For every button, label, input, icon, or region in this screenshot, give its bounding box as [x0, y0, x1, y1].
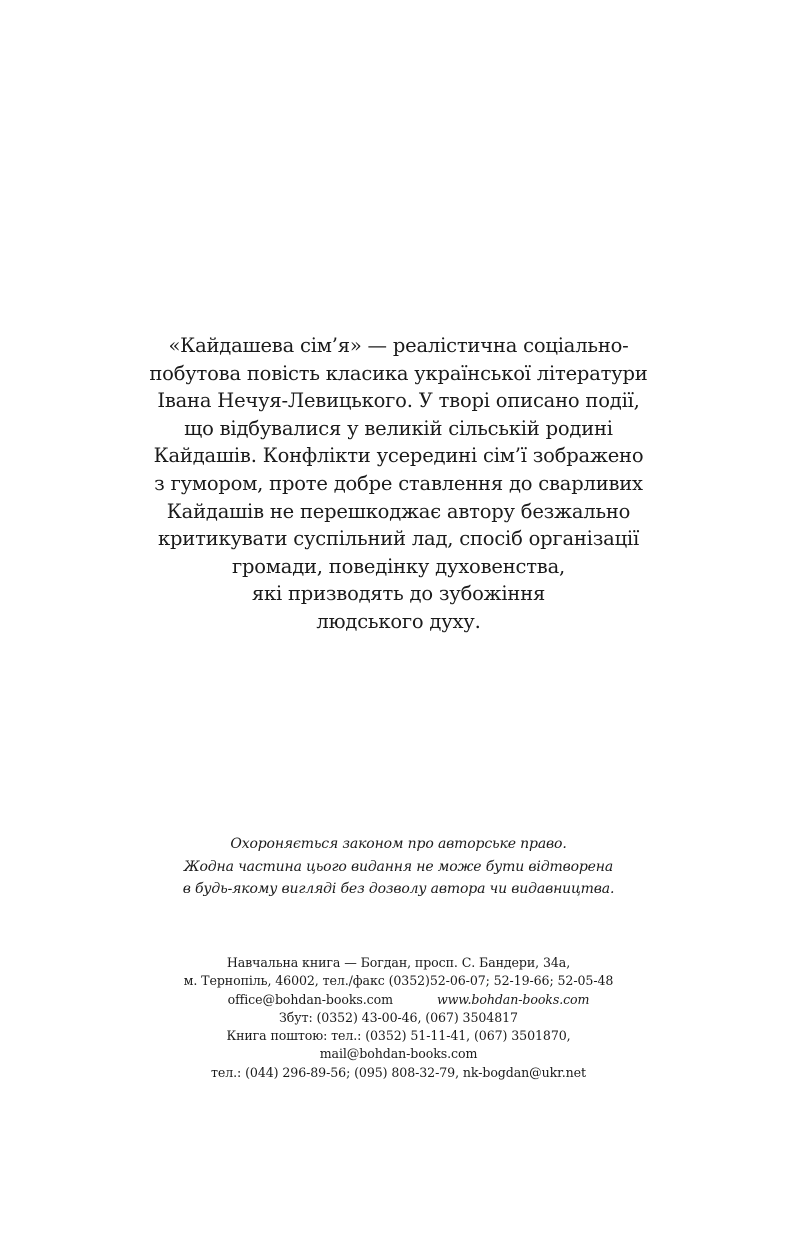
- publisher-website: www.bohdan-books.com: [436, 991, 590, 1007]
- mail-order-email: mail@bohdan-books.com: [319, 1046, 478, 1062]
- annotation-line: «Кайдашева сім’я» — реалістична соціально-: [168, 334, 629, 357]
- publisher-contacts: [0, 991, 797, 1009]
- annotation-line: Кайдашів не перешкоджає автору безжально: [166, 499, 631, 523]
- annotation-line: людського духу.: [316, 609, 481, 633]
- copyright-line: в будь-якому вигляді без дозволу автора чи видавництва.: [182, 881, 615, 897]
- book-annotation: [0, 332, 797, 636]
- annotation-line: які призводять до зубожіння: [251, 582, 546, 606]
- annotation-line: побутова повість класика української літератури: [149, 361, 648, 385]
- publisher-city-phones: м. Тернопіль, 46002, тел./факс (0352)52-06-07; 52-19-66; 52-05-48: [183, 973, 614, 989]
- copyright-notice: [0, 833, 797, 901]
- mail-order-phones: Книга поштою: тел.: (0352) 51-11-41, (067) 3501870,: [226, 1028, 571, 1044]
- annotation-line: критикувати суспільний лад, спосіб організації: [158, 527, 639, 551]
- copyright-line: Жодна частина цього видання не може бути відтворена: [183, 858, 614, 875]
- annotation-line: Кайдашів. Конфлікти усередині сім’ї зображено: [153, 444, 644, 468]
- annotation-line: громади, поведінку духовенства,: [231, 554, 566, 578]
- copyright-line: Охороняється законом про авторське право.: [230, 836, 567, 852]
- annotation-line: Івана Нечуя-Левицького. У творі описано події,: [157, 389, 640, 413]
- annotation-line: з гумором, проте добре ставлення до сварливих: [154, 471, 643, 495]
- kyiv-phones: тел.: (044) 296-89-56; (095) 808-32-79, nk-bogdan@ukr.net: [211, 1064, 586, 1080]
- publisher-email: office@bohdan-books.com: [227, 991, 393, 1007]
- publisher-imprint: [0, 954, 797, 1082]
- annotation-line: що відбувалися у великій сільській родині: [184, 416, 613, 440]
- sales-phones: Збут: (0352) 43-00-46, (067) 3504817: [279, 1009, 518, 1025]
- publisher-address: Навчальна книга — Богдан, просп. С. Бандери, 34а,: [226, 955, 571, 970]
